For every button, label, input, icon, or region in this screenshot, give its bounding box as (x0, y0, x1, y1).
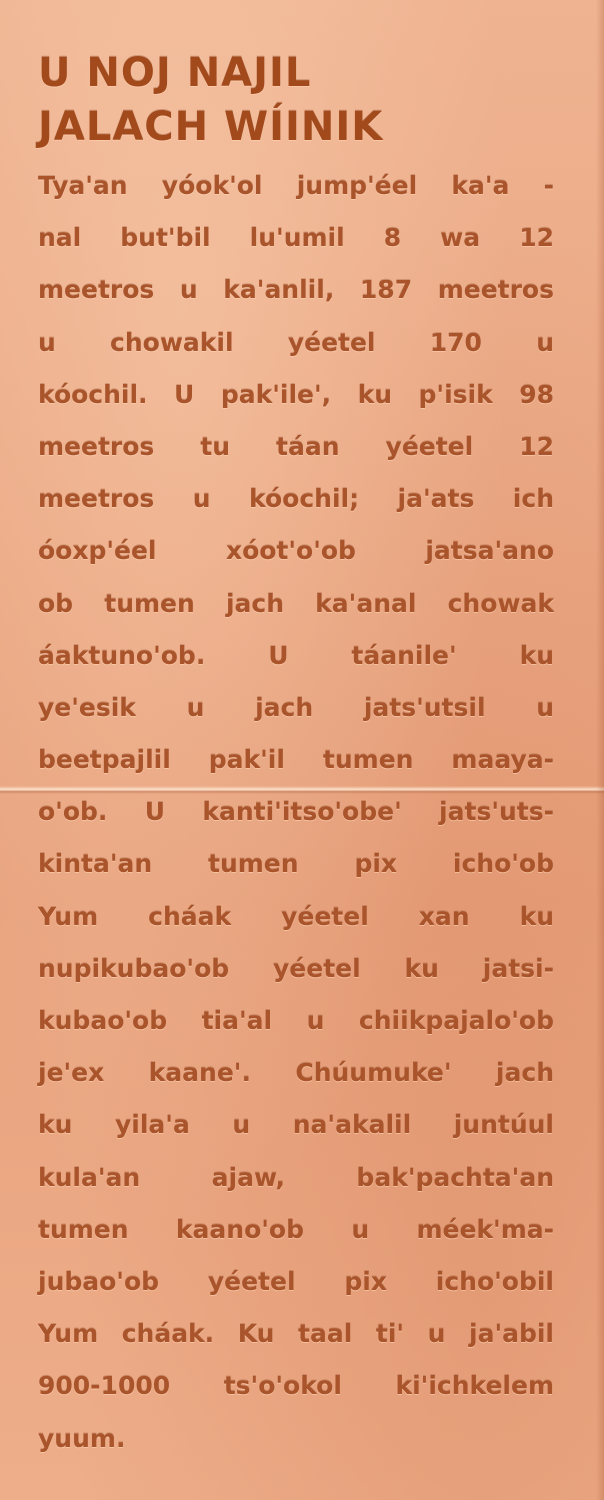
body-line: je'ex kaane'. Chúumuke' jach (38, 1058, 554, 1088)
body-line: tumen kaano'ob u méek'ma- (38, 1214, 554, 1244)
body-line: meetros u ka'anlil, 187 meetros (38, 275, 554, 305)
body-line: Yum cháak yéetel xan ku (38, 901, 554, 931)
body-line: jubao'ob yéetel pix icho'obil (38, 1266, 554, 1296)
body-line: meetros u kóochil; ja'ats ich (38, 484, 554, 514)
body-line: ku yila'a u na'akalil juntúul (38, 1110, 554, 1140)
body-line: ob tumen jach ka'anal chowak (38, 588, 554, 618)
body-line: áaktuno'ob. U táanile' ku (38, 640, 554, 670)
title-line-1: U NOJ NAJIL (38, 50, 312, 96)
body-line: meetros tu táan yéetel 12 (38, 431, 554, 461)
body-line: u chowakil yéetel 170 u (38, 327, 554, 357)
body-line: kubao'ob tia'al u chiikpajalo'ob (38, 1006, 554, 1035)
body-line: beetpajlil pak'il tumen maaya- (38, 745, 554, 775)
body-line: kinta'an tumen pix icho'ob (38, 849, 554, 879)
body-line: o'ob. U kanti'itso'obe' jats'uts- (38, 797, 554, 827)
body-line: Yum cháak. Ku taal ti' u ja'abil (38, 1319, 554, 1349)
body-line: Tya'an yóok'ol jump'éel ka'a - (38, 171, 554, 200)
body-line: óoxp'éel xóot'o'ob jatsa'ano (38, 536, 554, 566)
body-line: nupikubao'ob yéetel ku jatsi- (38, 953, 554, 983)
body-line: kóochil. U pak'ile', ku p'isik 98 (38, 379, 554, 409)
title-line-2: JALACH WÍINIK (38, 104, 384, 150)
body-line: nal but'bil lu'umil 8 wa 12 (38, 223, 554, 253)
body-line: yuum. (38, 1423, 126, 1453)
sign-body-text (38, 160, 554, 1465)
body-line: ye'esik u jach jats'utsil u (38, 692, 554, 722)
body-line: kula'an ajaw, bak'pachta'an (38, 1162, 554, 1192)
panel-edge-shadow (596, 0, 604, 1500)
body-line: 900-1000 ts'o'okol ki'ichkelem (38, 1371, 554, 1401)
sign-title (38, 46, 383, 154)
